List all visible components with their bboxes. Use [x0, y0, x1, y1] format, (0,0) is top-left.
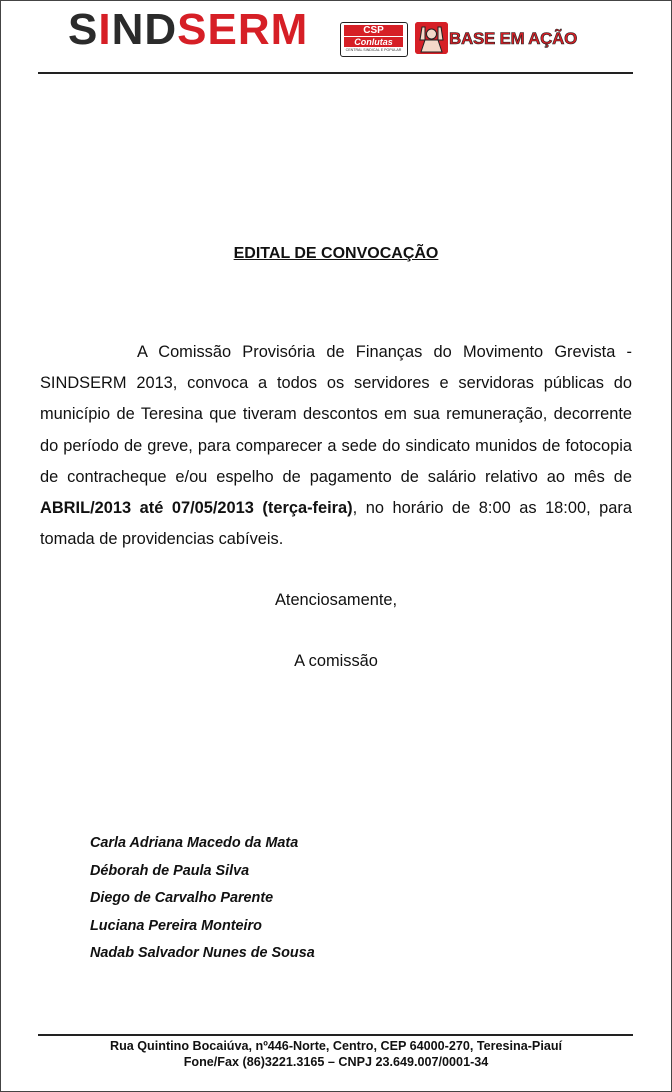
header-divider	[38, 72, 633, 74]
signatory-name: Nadab Salvador Nunes de Sousa	[90, 945, 315, 961]
signatory-name: Luciana Pereira Monteiro	[90, 917, 262, 934]
base-em-acao-logo	[415, 22, 593, 54]
logo-letters-nd: ND	[111, 5, 178, 54]
footer-address: Rua Quintino Bocaiúva, nº446-Norte, Centro, CEP 64000-270, Teresina-Piauí	[109, 1039, 563, 1053]
signatory-list	[90, 830, 315, 968]
closing-salutation: Atenciosamente,	[274, 591, 398, 609]
letterhead	[0, 0, 672, 80]
paragraph-text-start: A Comissão Provisória de Finanças do Movimento Grevista - SINDSERM 2013, convoca a todos os servidores e servidoras públicas do município de Teresina que tiveram descontos em sua remuneração, decorrente do período de greve, para comparecer a sede do sindicato munidos de fotocopia de contracheque e/ou espelho de pagamento de salário relativo ao mês de	[40, 343, 632, 486]
signatory-name: Diego de Carvalho Parente	[90, 890, 274, 906]
signatory-name: Carla Adriana Macedo da Mata	[90, 835, 299, 851]
logo-letter-i: I	[98, 5, 112, 54]
logo-letter-s: S	[68, 5, 99, 54]
conlutas-label: Conlutas	[344, 37, 403, 47]
footer	[0, 1038, 672, 1070]
logo-letters-serm: SERM	[177, 5, 309, 54]
document-title: EDITAL DE CONVOCAÇÃO	[233, 245, 439, 262]
footer-divider	[38, 1034, 633, 1036]
csp-label: CSP	[344, 25, 403, 36]
paragraph-text-end: , no horário de 8:00 as 18:00, para tomada de providencias cabíveis.	[40, 499, 632, 549]
footer-contact: Fone/Fax (86)3221.3165 – CNPJ 23.649.007/0001-34	[183, 1055, 489, 1069]
csp-conlutas-logo	[340, 22, 408, 57]
signature-heading: A comissão	[294, 652, 378, 670]
raised-fists-icon	[415, 22, 448, 54]
paragraph-highlight: ABRIL/2013 até 07/05/2013 (terça-feira)	[40, 499, 353, 518]
csp-subtitle: CENTRAL SINDICAL E POPULAR	[345, 48, 402, 52]
base-em-acao-text: BASE EM AÇÃO	[449, 29, 578, 48]
signatory-name: Déborah de Paula Silva	[90, 862, 250, 879]
convocation-paragraph	[40, 337, 632, 555]
sindserm-logo	[68, 5, 308, 55]
